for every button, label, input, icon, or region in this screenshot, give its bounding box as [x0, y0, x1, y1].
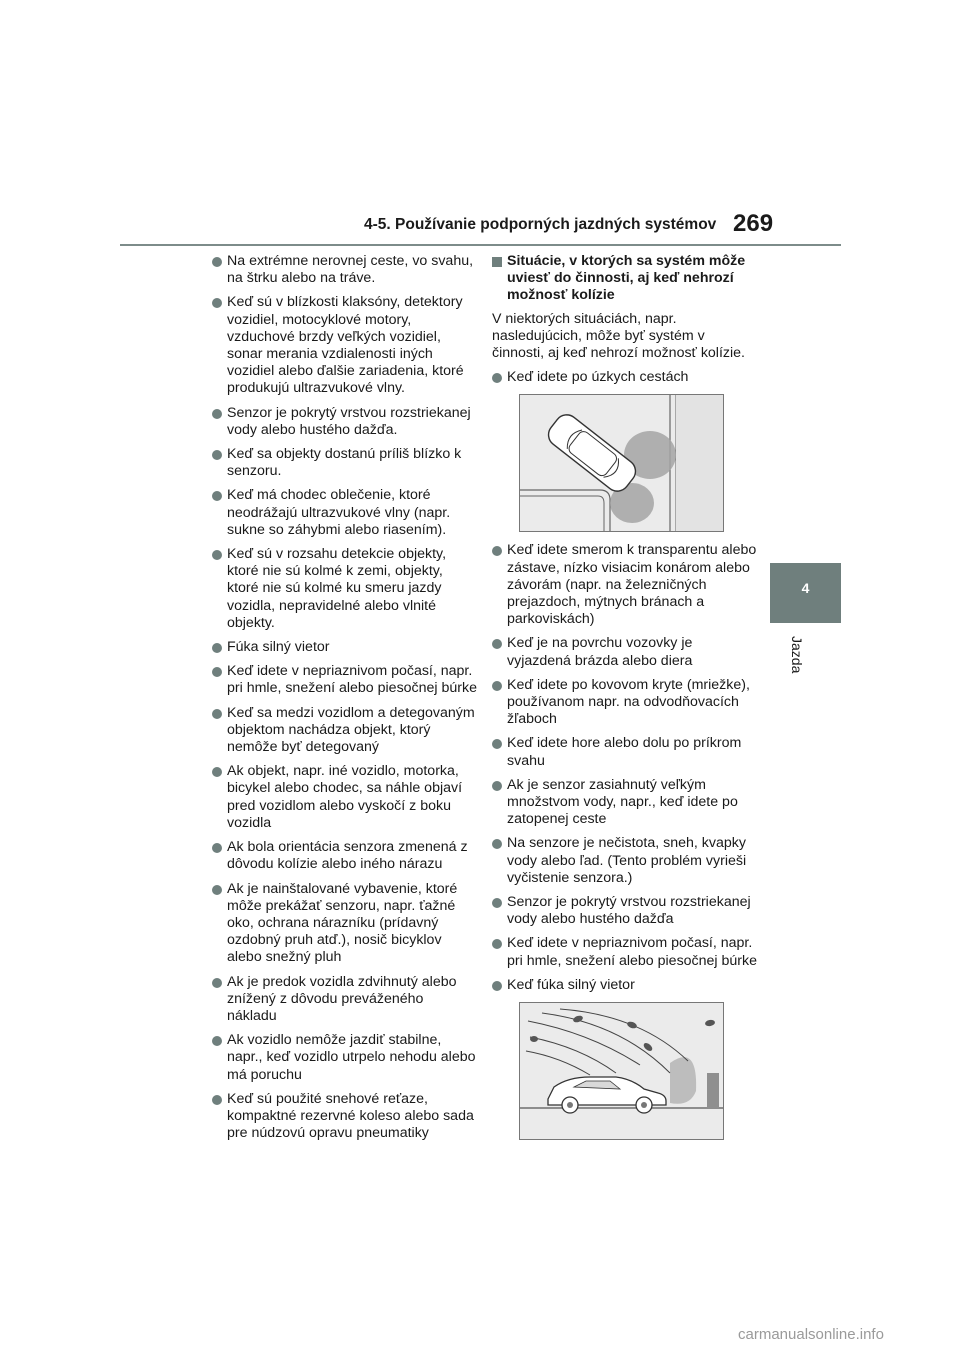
right-bullet-list-bottom [492, 542, 760, 994]
list-item: Keď sú použité snehové reťaze, kompaktné rezervné koleso alebo sada pre núdzovú opravu pneumatiky [212, 1091, 477, 1143]
right-bullet-list-top [492, 369, 760, 386]
right-column [492, 253, 760, 1150]
wind-car-icon [520, 1003, 723, 1139]
bullet-icon [212, 643, 222, 653]
list-item: Na extrémne nerovnej ceste, vo svahu, na štrku alebo na tráve. [212, 253, 477, 287]
section-title: 4-5. Používanie podporných jazdných systémov [364, 216, 717, 233]
chapter-label: Jazda [789, 636, 805, 674]
bullet-icon [212, 1036, 222, 1046]
list-item: Ak je predok vozidla zdvihnutý alebo znížený z dôvodu preváženého nákladu [212, 974, 477, 1026]
bullet-icon [212, 550, 222, 560]
list-item: Ak vozidlo nemôže jazdiť stabilne, napr., keď vozidlo utrpelo nehodu alebo má poruchu [212, 1032, 477, 1084]
bullet-icon [492, 781, 502, 791]
bullet-icon [492, 681, 502, 691]
bullet-icon [212, 491, 222, 501]
bullet-icon [492, 898, 502, 908]
bullet-icon [212, 767, 222, 777]
list-item: Senzor je pokrytý vrstvou rozstriekanej vody alebo hustého dažďa [492, 894, 760, 928]
list-item: Keď idete hore alebo dolu po príkrom svahu [492, 735, 760, 769]
list-item: Keď sa medzi vozidlom a detegovaným objektom nachádza objekt, ktorý nemôže byť detegovaný [212, 705, 477, 757]
list-item: Fúka silný vietor [212, 639, 477, 656]
bullet-icon [212, 298, 222, 308]
list-item: Keď je na povrchu vozovky je vyjazdená brázda alebo diera [492, 635, 760, 669]
bullet-icon [492, 639, 502, 649]
bullet-icon [492, 939, 502, 949]
header-rule [120, 244, 841, 246]
bullet-icon [212, 667, 222, 677]
bullet-icon [492, 739, 502, 749]
section-intro: V niektorých situáciách, napr. nasledujúcich, môže byť systém v činnosti, aj keď nehrozí možnosť kolízie. [492, 310, 745, 362]
bullet-icon [492, 839, 502, 849]
bullet-icon [492, 981, 502, 991]
bullet-icon [212, 709, 222, 719]
bullet-icon [492, 546, 502, 556]
strong-wind-illustration [519, 1002, 724, 1140]
bullet-icon [212, 257, 222, 267]
left-bullet-list [212, 253, 477, 1142]
list-item: Keď má chodec oblečenie, ktoré neodrážajú ultrazvukové vlny (napr. sukne so záhybmi alebo riasením). [212, 487, 477, 539]
list-item: Keď idete v nepriaznivom počasí, napr. pri hmle, snežení alebo piesočnej búrke [212, 663, 477, 697]
bullet-icon [212, 978, 222, 988]
bullet-icon [212, 409, 222, 419]
list-item: Ak je nainštalované vybavenie, ktoré môže prekážať senzoru, napr. ťažné oko, ochrana nárazníku (prídavný ozdobný pruh atď.), nosič bicyklov alebo snežný pluh [212, 881, 477, 967]
watermark: carmanualsonline.info [738, 1326, 884, 1343]
list-item: Keď sú v blízkosti klaksóny, detektory vozidiel, motocyklové motory, vzduchové brzdy veľkých vozidiel, sonar merania vzdialenosti iných vozidiel alebo ďalšie zariadenia, ktoré produkujú ultrazvukové vlny. [212, 294, 477, 397]
bullet-icon [212, 1095, 222, 1105]
list-item: Keď fúka silný vietor [492, 977, 760, 994]
list-item: Keď sú v rozsahu detekcie objekty, ktoré nie sú kolmé k zemi, objekty, ktoré nie sú kolmé ku smeru jazdy vozidla, nepravidelné alebo vlnité objekty. [212, 546, 477, 632]
list-item: Keď idete v nepriaznivom počasí, napr. pri hmle, snežení alebo piesočnej búrke [492, 935, 760, 969]
list-item: Keď sa objekty dostanú príliš blízko k senzoru. [212, 446, 477, 480]
page-number: 269 [733, 210, 774, 237]
list-item: Ak je senzor zasiahnutý veľkým množstvom vody, napr., keď idete po zatopenej ceste [492, 777, 760, 829]
list-item: Na senzore je nečistota, sneh, kvapky vody alebo ľad. (Tento problém vyrieši vyčistenie senzora.) [492, 835, 760, 887]
narrow-road-illustration [519, 394, 724, 532]
bullet-icon [212, 885, 222, 895]
bullet-icon [212, 843, 222, 853]
narrow-road-car-icon [520, 395, 723, 531]
section-heading: Situácie, v ktorých sa systém môže uviesť do činnosti, aj keď nehrozí možnosť kolízie [492, 253, 760, 305]
square-bullet-icon [492, 257, 502, 267]
list-item: Keď idete po kovovom kryte (mriežke), používanom napr. na odvodňovacích žľaboch [492, 677, 760, 729]
list-item: Keď idete smerom k transparentu alebo zástave, nízko visiacim konárom alebo závorám (napr. na železničných prejazdoch, mýtnych bránach a parkoviskách) [492, 542, 760, 628]
list-item: Keď idete po úzkych cestách [492, 369, 760, 386]
list-item: Ak objekt, napr. iné vozidlo, motorka, bicykel alebo chodec, sa náhle objaví pred vozidlom alebo vyskočí z boku vozidla [212, 763, 477, 832]
list-item: Senzor je pokrytý vrstvou rozstriekanej vody alebo hustého dažďa. [212, 405, 477, 439]
left-column [212, 253, 477, 1149]
bullet-icon [492, 373, 502, 383]
chapter-number: 4 [801, 580, 810, 596]
list-item: Ak bola orientácia senzora zmenená z dôvodu kolízie alebo iného nárazu [212, 839, 477, 873]
bullet-icon [212, 450, 222, 460]
